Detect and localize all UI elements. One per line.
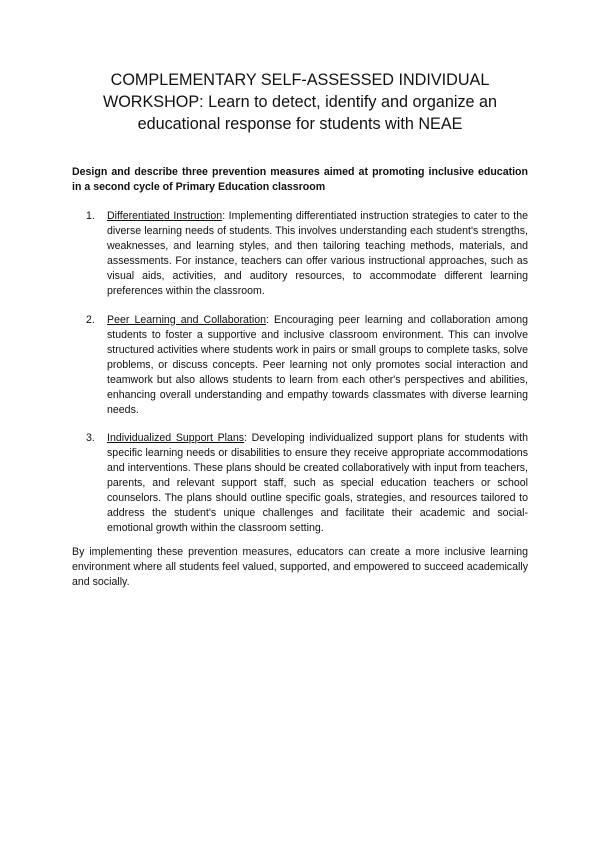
measure-term: Individualized Support Plans (107, 432, 245, 444)
list-item (0, 209, 600, 299)
list-item-number: 2. (86, 313, 95, 326)
conclusion-paragraph: By implementing these prevention measures, educators can create a more inclusive learning environment where all students feel valued, supported, and empowered to succeed academically and socially. (72, 546, 528, 588)
list-item (0, 313, 600, 418)
measure-description: : Encouraging peer learning and collaboration among students to foster a supportive and inclusive classroom environment. This can involve structured activities where students work in pairs or small groups to complete tasks, solve problems, or discuss concepts. Peer learning not only promotes social interaction and teamwork but also allows students to learn from each other's perspectives and abilities, enhancing overall understanding and empathy towards classmates with diverse learning needs. (107, 313, 528, 416)
list-item-number: 1. (86, 210, 95, 222)
measure-term: Differentiated Instruction (107, 210, 223, 222)
list-item (0, 431, 600, 536)
prevention-measures-list (0, 209, 600, 550)
list-item-number: 3. (86, 432, 95, 444)
assignment-prompt: Design and describe three prevention measures aimed at promoting inclusive education in a second cycle of Primary Education classroom (72, 166, 528, 193)
document-title: COMPLEMENTARY SELF-ASSESSED INDIVIDUAL WORKSHOP: Learn to detect, identify and organize an educational response for students with NEAE (102, 71, 498, 133)
measure-description: : Developing individualized support plans for students with specific learning needs or disabilities to ensure they receive appropriate accommodations and interventions. These plans should be created collaboratively with input from teachers, parents, and relevant support staff, such as special education teachers or school counselors. The plans should outline specific goals, strategies, and resources tailored to address the student's unique challenges and facilitate their academic and social-emotional growth within the classroom setting. (107, 432, 528, 534)
measure-term: Peer Learning and Collaboration (107, 313, 266, 326)
measure-description: : Implementing differentiated instruction strategies to cater to the diverse learning needs of students. This involves understanding each student's strengths, weaknesses, and learning styles, and then tailoring teaching methods, materials, and assessments. For instance, teachers can offer various instructional approaches, such as visual aids, activities, and auditory resources, to accommodate different learning preferences within the classroom. (107, 210, 528, 297)
